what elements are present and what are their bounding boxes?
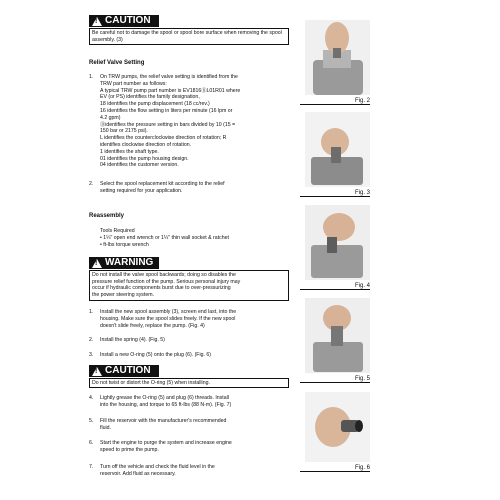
- spool-install-image: [305, 205, 370, 280]
- text-line: the power steering system.: [92, 291, 154, 298]
- figure-6-photo: [305, 392, 370, 462]
- figure-5-photo: [305, 298, 370, 373]
- text-line: occur if hydraulic components burst due to over-pressurizing: [92, 285, 231, 292]
- step-number: 2.: [89, 337, 94, 343]
- warning-triangle-icon: [92, 259, 102, 268]
- caution-title: CAUTION: [105, 15, 151, 26]
- text-line: Select the spool replacement kit according to the relief: [100, 181, 225, 187]
- pump-spool-removal-image: [305, 20, 370, 95]
- relief-step-2: 2. Select the spool replacement kit according to the relief setting required for your application.: [89, 181, 289, 195]
- relief-step-1: 1. On TRW pumps, the relief valve setting is identified from the TRW part number as follows: A typical TRW pump part number is EV1816ⒷL01R01 where EV (or PS) identifies the family designation, 18 identifies the pump displacement (18 cc/rev.) 16 identifies the flow setting in liters per minute (16 lpm or 4.2 gpm) Ⓑidentifies the pressure setting in bars divided by 10 (15 = 150 bar or 2175 psi). L identifies the counterclockwise direction of rotation; R identifies clockwise direction of rotation. 1 identifies the shaft type. 01 identifies the pump housing design. 04 identifies the customer version.: [89, 74, 289, 169]
- text-line: EV (or PS) identifies the family designation,: [100, 94, 200, 101]
- text-line: TRW part number as follows:: [100, 80, 167, 87]
- step-number: 6.: [89, 440, 94, 446]
- text-line: 1 identifies the shaft type.: [100, 148, 159, 155]
- tools-heading: Tools Required: [100, 228, 135, 234]
- text-line: Lightly grease the O-ring (5) and plug (6) threads. Install: [100, 395, 229, 401]
- figure-2-photo: [305, 20, 370, 95]
- text-line: 150 bar or 2175 psi).: [100, 128, 148, 135]
- text-line: Turn off the vehicle and check the fluid level in the: [100, 464, 215, 470]
- text-line: doesn't slide freely, replace the pump. (Fig. 4): [100, 322, 205, 329]
- text-line: housing. Make sure the spool slides freely. If the new spool: [100, 315, 236, 322]
- text-line: into the housing, and torque to 65 ft-lbs (88 N-m). (Fig. 7): [100, 401, 232, 408]
- text-line: Fill the reservoir with the manufacturer's recommended: [100, 418, 227, 424]
- step-body: [100, 418, 289, 432]
- caution-title-2: CAUTION: [105, 365, 151, 376]
- text-line: pressure relief function of the pump. Serious personal injury may: [92, 278, 241, 285]
- text-line: fluid.: [100, 424, 111, 431]
- text-line: 18 identifies the pump displacement (18 cc/rev.): [100, 101, 210, 108]
- step-number: 7.: [89, 464, 94, 470]
- tools-block: [100, 228, 290, 248]
- warning-triangle-icon: [92, 367, 102, 376]
- text-line: Install a new O-ring (5) onto the plug (6). (Fig. 6): [100, 352, 212, 358]
- relief-heading: Relief Valve Setting: [89, 60, 145, 66]
- step-number: 5.: [89, 418, 94, 424]
- figure-5-caption: Fig. 5: [300, 376, 370, 383]
- text-line: setting required for your application.: [100, 187, 183, 194]
- step-item: [89, 418, 289, 432]
- text-line: A typical TRW pump part number is EV1816ⒷL01R01 where: [100, 87, 241, 94]
- relief-step-1-body: [100, 74, 289, 169]
- text-line: Install the spring (4). (Fig. 5): [100, 337, 165, 343]
- step-number: 4.: [89, 395, 94, 401]
- text-line: identifies clockwise direction of rotation.: [100, 141, 192, 148]
- text-line: Install the new spool assembly (3), screen end last, into the: [100, 309, 237, 315]
- tool-item: • 1¼" open end wrench or 1¼" thin wall socket & ratchet: [100, 234, 229, 241]
- figure-4-caption: Fig. 4: [300, 283, 370, 290]
- relief-step-2-body: [100, 181, 289, 195]
- text-line: L identifies the counterclockwise direction of rotation; R: [100, 135, 227, 142]
- text-line: speed to prime the pump.: [100, 446, 159, 453]
- text-line: Ⓑidentifies the pressure setting in bars divided by 10 (15 =: [100, 121, 236, 128]
- tool-item: • ft-lbs torque wrench: [100, 241, 149, 248]
- reassembly-heading: Reassembly: [89, 213, 125, 219]
- step-item: [89, 464, 289, 478]
- step-item: [89, 337, 289, 344]
- spring-install-image: [305, 298, 370, 373]
- figure-4-photo: [305, 205, 370, 280]
- caution-banner-2: [89, 365, 159, 377]
- text-line: Do not install the valve spool backwards; doing so disables the: [92, 272, 236, 278]
- step-number: 3.: [89, 352, 94, 358]
- step-body: [100, 395, 289, 409]
- step-item: [89, 440, 289, 454]
- figure-3-photo: [305, 112, 370, 187]
- step-body: [100, 309, 289, 329]
- step-body: [100, 337, 289, 344]
- warning-note: [89, 270, 289, 301]
- warning-triangle-icon: [92, 17, 102, 26]
- caution-note: Be careful not to damage the spool or spool bore surface when removing the spool assembly. (3): [89, 28, 289, 45]
- text-line: Start the engine to purge the system and increase engine: [100, 440, 232, 446]
- warning-title: WARNING: [105, 257, 154, 268]
- caution-banner: [89, 15, 159, 27]
- text-line: reservoir. Add fluid as necessary.: [100, 470, 176, 477]
- text-line: 16 identifies the flow setting in liters per minute (16 lpm or: [100, 107, 233, 114]
- step-item: [89, 352, 289, 359]
- step-number: 1.: [89, 309, 94, 315]
- figure-2-caption: Fig. 2: [300, 98, 370, 105]
- spool-kit-image: [305, 112, 370, 187]
- step-body: [100, 464, 289, 478]
- text-line: 4.2 gpm): [100, 114, 121, 121]
- oring-plug-image: [305, 392, 370, 462]
- caution-note-2: Do not twist or distort the O-ring (5) when installing.: [89, 378, 289, 388]
- step-item: [89, 309, 289, 329]
- figure-3-caption: Fig. 3: [300, 190, 370, 197]
- warning-banner: [89, 257, 159, 269]
- text-line: On TRW pumps, the relief valve setting is identified from the: [100, 74, 238, 80]
- step-item: [89, 395, 289, 409]
- text-line: 04 identifies the customer version.: [100, 162, 179, 169]
- step-body: [100, 440, 289, 454]
- figure-6-caption: Fig. 6: [300, 465, 370, 472]
- step-body: [100, 352, 289, 359]
- text-line: 01 identifies the pump housing design.: [100, 155, 189, 162]
